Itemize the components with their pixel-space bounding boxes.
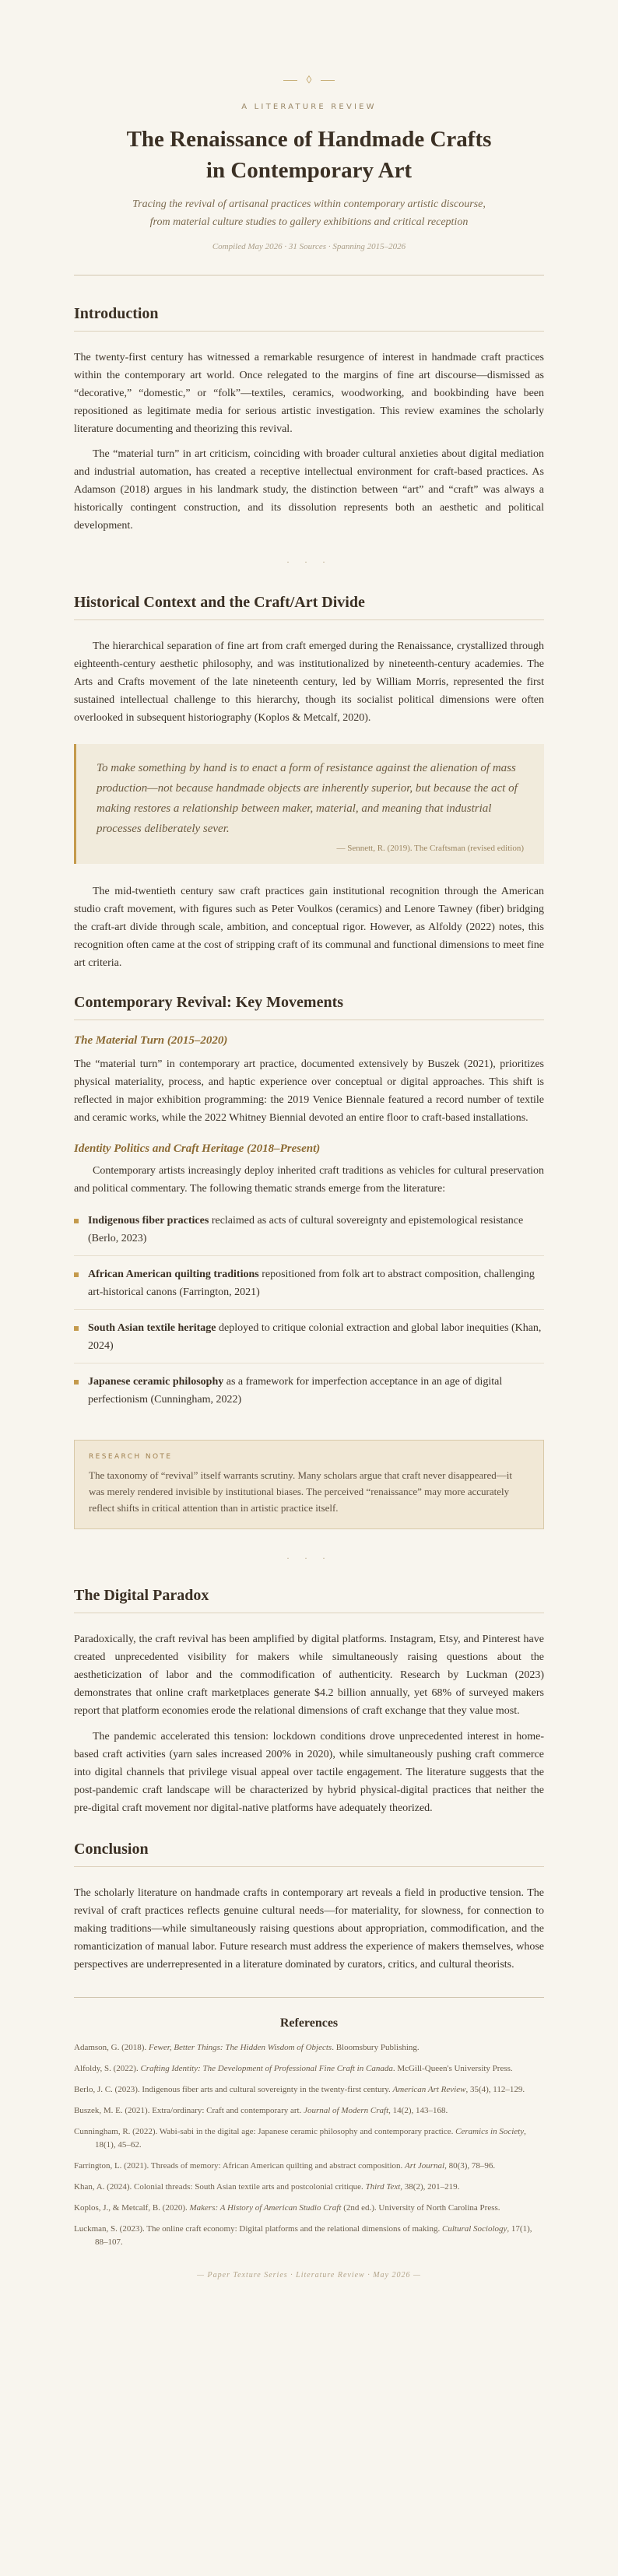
ornament-divider	[74, 72, 544, 90]
paragraph: The “material turn” in contemporary art practice, documented extensively by Buszek (2021), prioritizes physical materiality, process, and haptic experience over conceptual or digital approaches. This shift is reflected in major exhibition programming: the 2019 Venice Biennale featured a record number of textile and ceramic works, while the 2022 Whitney Biennial devoted an entire floor to craft-based installations.	[74, 1058, 544, 1124]
reference-title: Makers: A History of American Studio Craft	[189, 2203, 342, 2213]
ornament-line-right	[321, 80, 335, 81]
square-bullet-icon	[74, 1380, 79, 1385]
theme-term: Indigenous fiber practices	[88, 1215, 209, 1227]
list-item	[74, 1212, 544, 1256]
eyebrow-label: A LITERATURE REVIEW	[241, 103, 377, 111]
theme-description: as a framework for imperfection acceptance in an age of digital perfectionism (Cunningham, 2022)	[88, 1376, 503, 1406]
diamond-icon: ◊	[306, 75, 312, 86]
title-line-1: The Renaissance of Handmade Crafts	[126, 127, 492, 152]
square-bullet-icon	[74, 1272, 79, 1277]
section-heading: Historical Context and the Craft/Art Divide	[74, 594, 544, 620]
paragraph: Paradoxically, the craft revival has been amplified by digital platforms. Instagram, Etsy, and Pinterest have created unprecedented visibility for makers while simultaneously raising questions about the aestheticization of labor and the commodification of authenticity. Research by Luckman (2023) demonstrates that online craft marketplaces generate $4.2 billion annually, yet 68% of surveyed makers report that platform economies erode the relational dimensions of craft exchange that they value most.	[74, 1634, 544, 1717]
theme-term: Japanese ceramic philosophy	[88, 1376, 224, 1388]
thematic-strands-list	[74, 1212, 544, 1416]
reference-title: American Art Review	[392, 2085, 466, 2094]
compilation-meta: Compiled May 2026 · 31 Sources · Spanning 2015–2026	[212, 242, 406, 251]
reference-title: Third Text	[365, 2182, 401, 2192]
theme-description: deployed to critique colonial extraction and global labor inequities (Khan, 2024)	[88, 1322, 542, 1352]
paragraph: The scholarly literature on handmade crafts in contemporary art reveals a field in productive tension. The revival of craft practices reflects genuine cultural needs—for materiality, for slowness, for connection to making traditions—while simultaneously raising questions about appropriation, commodification, and the romanticization of manual labor. Future research must address the experience of makers themselves, whose perspectives are underrepresented in a literature dominated by curators, critics, and cultural theorists.	[74, 1887, 544, 1971]
reference-entry	[74, 2083, 544, 2097]
references-section	[74, 1997, 544, 2249]
reference-text: , 80(3), 78–96.	[444, 2161, 496, 2171]
section-divider: · · ·	[286, 556, 332, 567]
section-conclusion	[74, 1841, 544, 1974]
reference-entry	[74, 2125, 544, 2152]
reference-entry	[74, 2202, 544, 2215]
reference-title: Journal of Modern Craft	[304, 2106, 389, 2115]
square-bullet-icon	[74, 1219, 79, 1223]
reference-entry	[74, 2062, 544, 2076]
subsection-heading: The Material Turn (2015–2020)	[74, 1034, 228, 1047]
reference-text: . McGill-Queen's University Press.	[392, 2064, 513, 2073]
reference-title: Cultural Sociology	[442, 2224, 507, 2234]
reference-text: Berlo, J. C. (2023). Indigenous fiber arts and cultural sovereignty in the twenty-first century.	[74, 2085, 393, 2094]
paragraph: The mid-twentieth century saw craft practices gain institutional recognition through the American studio craft movement, with figures such as Peter Voulkos (ceramics) and Lenore Tawney (fiber) bridging the craft-art divide through scale, ambition, and conceptual rigor. However, as Alfoldy (2022) notes, this recognition often came at the cost of stripping craft of its communal and functional dimensions to meet fine art criteria.	[74, 886, 544, 969]
list-item	[74, 1373, 544, 1416]
reference-text: Farrington, L. (2021). Threads of memory: African American quilting and abstract composition.	[74, 2161, 406, 2171]
paragraph: The twenty-first century has witnessed a remarkable resurgence of interest in handmade craft practices within the contemporary art world. Once relegated to the margins of fine art discourse—dismissed as “decorative,” “domestic,” or “folk”—textiles, ceramics, woodworking, and bookbinding have been repositioned as legitimate media for serious artistic investigation. This review examines the scholarly literature documenting and theorizing this revival.	[74, 352, 544, 435]
page-subtitle	[74, 195, 544, 231]
paragraph: Contemporary artists increasingly deploy inherited craft traditions as vehicles for cultural preservation and political commentary. The following thematic strands emerge from the literature:	[74, 1165, 544, 1195]
section-historical-context	[74, 594, 544, 972]
reference-text: Cunningham, R. (2022). Wabi-sabi in the digital age: Japanese ceramic philosophy and contemporary practice.	[74, 2127, 456, 2136]
subtitle-line-1: Tracing the revival of artisanal practices within contemporary artistic discourse,	[132, 198, 486, 210]
reference-title: Ceramics in Society	[455, 2127, 525, 2136]
reference-entry	[74, 2104, 544, 2118]
reference-title: Art Journal	[405, 2161, 445, 2171]
title-line-2: in Contemporary Art	[205, 158, 413, 183]
reference-text: , 35(4), 112–129.	[465, 2085, 525, 2094]
reference-title: Crafting Identity: The Development of Professional Fine Craft in Canada	[140, 2064, 393, 2073]
reference-text: Luckman, S. (2023). The online craft economy: Digital platforms and the relational dimensions of making.	[74, 2224, 442, 2234]
section-heading: The Digital Paradox	[74, 1587, 544, 1613]
reference-text: Buszek, M. E. (2021). Extra/ordinary: Craft and contemporary art.	[74, 2106, 304, 2115]
reference-text: . Bloomsbury Publishing.	[332, 2043, 420, 2052]
ornament-line-left	[283, 80, 297, 81]
page-footer: — Paper Texture Series · Literature Review · May 2026 —	[197, 2271, 421, 2279]
reference-text: Khan, A. (2024). Colonial threads: South Asian textile arts and postcolonial critique.	[74, 2182, 366, 2192]
reference-entry	[74, 2160, 544, 2173]
reference-text: Adamson, G. (2018).	[74, 2043, 149, 2052]
reference-title: Fewer, Better Things: The Hidden Wisdom of Objects	[148, 2043, 332, 2052]
section-heading: Introduction	[74, 305, 544, 332]
quote-text: To make something by hand is to enact a form of resistance against the alienation of mass production—not because handmade objects are inherently superior, but because the act of making restores a relationship between maker, material, and meaning that industrial processes deliberately sever.	[97, 762, 518, 835]
paragraph: The hierarchical separation of fine art from craft emerged during the Renaissance, crystallized through eighteenth-century aesthetic philosophy, and was institutionalized by nineteenth-century academies. The Arts and Crafts movement of the late nineteenth century, led by William Morris, represented the first sustained intellectual challenge to this hierarchy, though its socialist political dimensions were often overlooked in subsequent historiography (Koplos & Metcalf, 2020).	[74, 640, 544, 724]
section-heading: Conclusion	[74, 1841, 544, 1867]
section-contemporary-revival	[74, 994, 544, 1529]
theme-description: reclaimed as acts of cultural sovereignty and epistemological resistance (Berlo, 2023)	[88, 1215, 524, 1244]
quote-source: — Sennett, R. (2019). The Craftsman (revised edition)	[336, 844, 524, 853]
subtitle-line-2: from material culture studies to gallery exhibitions and critical reception	[149, 216, 469, 228]
reference-entry	[74, 2041, 544, 2055]
document-header	[74, 72, 544, 275]
reference-text: , 14(2), 143–168.	[388, 2106, 448, 2115]
reference-entry	[74, 2181, 544, 2194]
research-note-text: The taxonomy of “revival” itself warrants scrutiny. Many scholars argue that craft never disappeared—it was merely rendered invisible by institutional biases. The perceived “renaissance” may more accurately reflect shifts in critical attention than in artistic practice itself.	[89, 1469, 512, 1514]
references-heading: References	[279, 2016, 339, 2030]
research-note	[74, 1440, 544, 1529]
reference-text: , 38(2), 201–219.	[400, 2182, 460, 2192]
paragraph: The “material turn” in art criticism, coinciding with broader cultural anxieties about digital mediation and industrial automation, has created a receptive intellectual environment for craft-based practices. As Adamson (2018) argues in his landmark study, the distinction between “art” and “craft” was always a historically contingent construction, and its dissolution represents both an aesthetic and political development.	[74, 448, 544, 532]
square-bullet-icon	[74, 1326, 79, 1331]
research-note-label: RESEARCH NOTE	[89, 1453, 173, 1461]
section-introduction	[74, 305, 544, 535]
pull-quote	[74, 744, 544, 864]
section-digital-paradox	[74, 1587, 544, 1817]
theme-term: African American quilting traditions	[88, 1269, 259, 1280]
section-divider: · · ·	[286, 1553, 332, 1563]
reference-text: , 17(1), 88–107.	[95, 2224, 532, 2247]
theme-term: South Asian textile heritage	[88, 1322, 216, 1334]
section-heading: Contemporary Revival: Key Movements	[74, 994, 544, 1020]
paragraph: The pandemic accelerated this tension: lockdown conditions drove unprecedented interest in home-based craft activities (yarn sales increased 200% in 2020), while simultaneously pushing craft commerce into digital channels that privilege visual appeal over tactile engagement. The literature suggests that the post-pandemic craft landscape will be characterized by hybrid physical-digital practices that neither the pre-digital craft movement nor digital-native platforms have adequately theorized.	[74, 1731, 544, 1814]
reference-text: , 18(1), 45–62.	[95, 2127, 526, 2150]
list-item	[74, 1265, 544, 1310]
reference-text: Koplos, J., & Metcalf, B. (2020).	[74, 2203, 190, 2213]
reference-text: Alfoldy, S. (2022).	[74, 2064, 141, 2073]
subsection-heading: Identity Politics and Craft Heritage (2018–Present)	[74, 1142, 321, 1155]
reference-text: (2nd ed.). University of North Carolina Press.	[341, 2203, 500, 2213]
page-title	[74, 124, 544, 186]
theme-description: repositioned from folk art to abstract composition, challenging art-historical canons (Farrington, 2021)	[88, 1269, 535, 1298]
list-item	[74, 1319, 544, 1363]
reference-entry	[74, 2223, 544, 2249]
